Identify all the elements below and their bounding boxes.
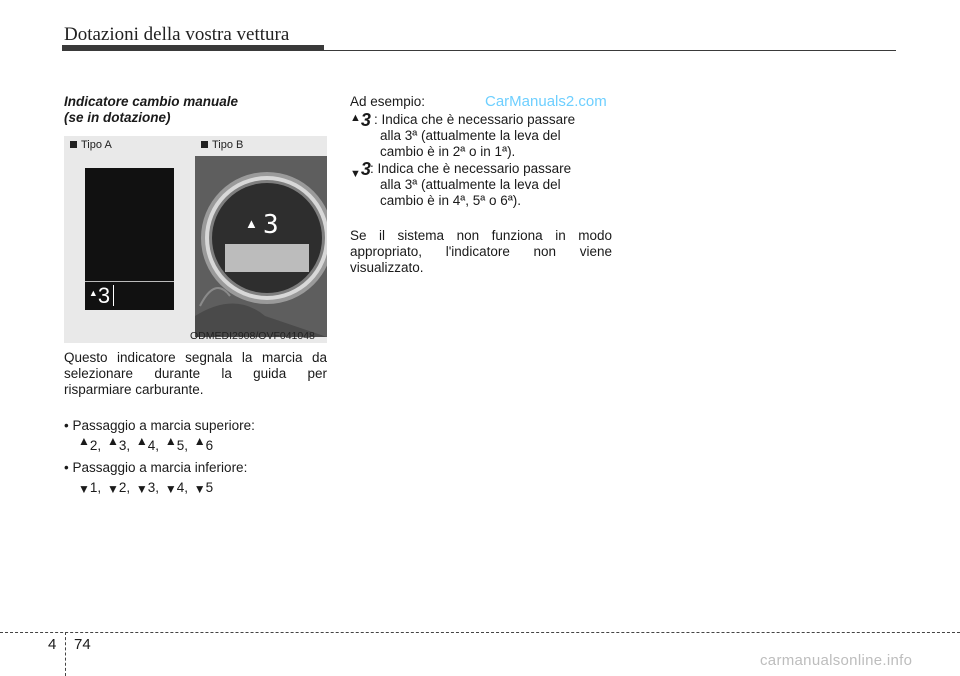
square-bullet-icon [70,141,77,148]
upshift-gear: ▲4, [135,434,160,453]
example-upshift-line3: cambio è in 2ª o in 1ª). [380,144,516,159]
upshift-arrow-icon: ▲ [135,434,148,448]
subsection-title-line2: (se in dotazione) [64,110,171,125]
downshift-bullet: • Passaggio a marcia inferiore: [64,460,248,475]
figure-label-b-text: Tipo B [212,139,244,151]
upshift-label: Passaggio a marcia superiore: [72,418,255,433]
upshift-gear: ▲3, [106,434,131,453]
downshift-arrow-icon: ▼ [78,482,90,496]
type-a-tick [113,285,114,306]
watermark-bottom: carmanualsonline.info [760,652,913,669]
downshift-gear: ▼5 [193,480,214,496]
example-downshift-line1: : Indica che è necessario passare [370,161,572,176]
example-upshift [350,112,612,160]
header-bar [62,45,324,51]
example-upshift-line2: alla 3ª (attualmente la leva del [380,128,561,143]
example-downshift [350,161,612,209]
downshift-gear: ▼1, [78,480,102,496]
example-downshift-line2: alla 3ª (attualmente la leva del [380,177,561,192]
subsection-title [64,94,324,126]
section-header: Dotazioni della vostra vettura [64,24,290,45]
figure-code: ODMEDI2908/OVF041048 [190,330,315,342]
square-bullet-icon [201,141,208,148]
type-b-gauge-graphic [195,156,327,337]
downshift-gear: ▼2, [106,480,131,496]
indicator-figure [64,136,327,343]
upshift-gear-list [78,434,215,454]
upshift-gear: ▲6 [193,434,214,453]
upshift-gear: ▲5, [164,434,188,453]
watermark-top: CarManuals2.com [485,93,607,110]
figure-label-a-text: Tipo A [81,139,112,151]
subsection-title-line1: Indicatore cambio manuale [64,94,239,109]
downshift-arrow-icon: ▼ [135,482,148,496]
downshift-arrow-icon: ▼ [193,482,206,496]
upshift-symbol: ▲3 [350,110,371,130]
upshift-arrow-icon: ▲ [106,434,119,448]
note-text: Se il sistema non funziona in modo appropriato, l'indicatore non viene visualizzato. [350,228,612,275]
type-a-display [85,168,174,310]
footer-rule [0,632,960,633]
downshift-symbol: ▼3 [350,159,371,180]
type-a-gear-number: 3 [97,283,111,308]
example-upshift-line1: : Indica che è necessario passare [374,112,576,127]
downshift-gear: ▼3, [135,480,160,496]
example-title: Ad esempio: [350,94,426,109]
downshift-gear: ▼4, [164,480,188,496]
downshift-arrow-icon: ▼ [350,168,361,180]
upshift-arrow-icon: ▲ [88,288,98,298]
upshift-arrow-icon: ▲ [78,434,90,448]
downshift-arrow-icon: ▼ [106,482,119,496]
upshift-gear: ▲2, [78,434,102,453]
upshift-arrow-icon: ▲ [193,434,206,448]
figure-label-a [70,139,112,151]
type-b-gear-number: 3 [263,210,279,240]
upshift-bullet: • Passaggio a marcia superiore: [64,418,255,433]
upshift-arrow-icon: ▲ [164,434,177,448]
figure-label-b [201,139,243,151]
description-text: Questo indicatore segnala la marcia da selezionare durante la guida per risparmiare carburante. [64,350,327,397]
upshift-arrow-icon: ▲ [350,112,361,124]
downshift-arrow-icon: ▼ [164,482,177,496]
downshift-gear-list [78,480,215,496]
type-b-cluster [195,156,327,337]
chapter-number: 4 [48,636,57,653]
downshift-label: Passaggio a marcia inferiore: [72,460,248,475]
header-rule [324,50,896,51]
footer-divider [65,632,66,676]
example-downshift-line3: cambio è in 4ª, 5ª o 6ª). [380,193,522,208]
type-b-upshift-arrow-icon: ▲ [245,216,258,231]
type-a-gear-indicator [87,281,112,310]
page-number: 74 [74,636,91,653]
